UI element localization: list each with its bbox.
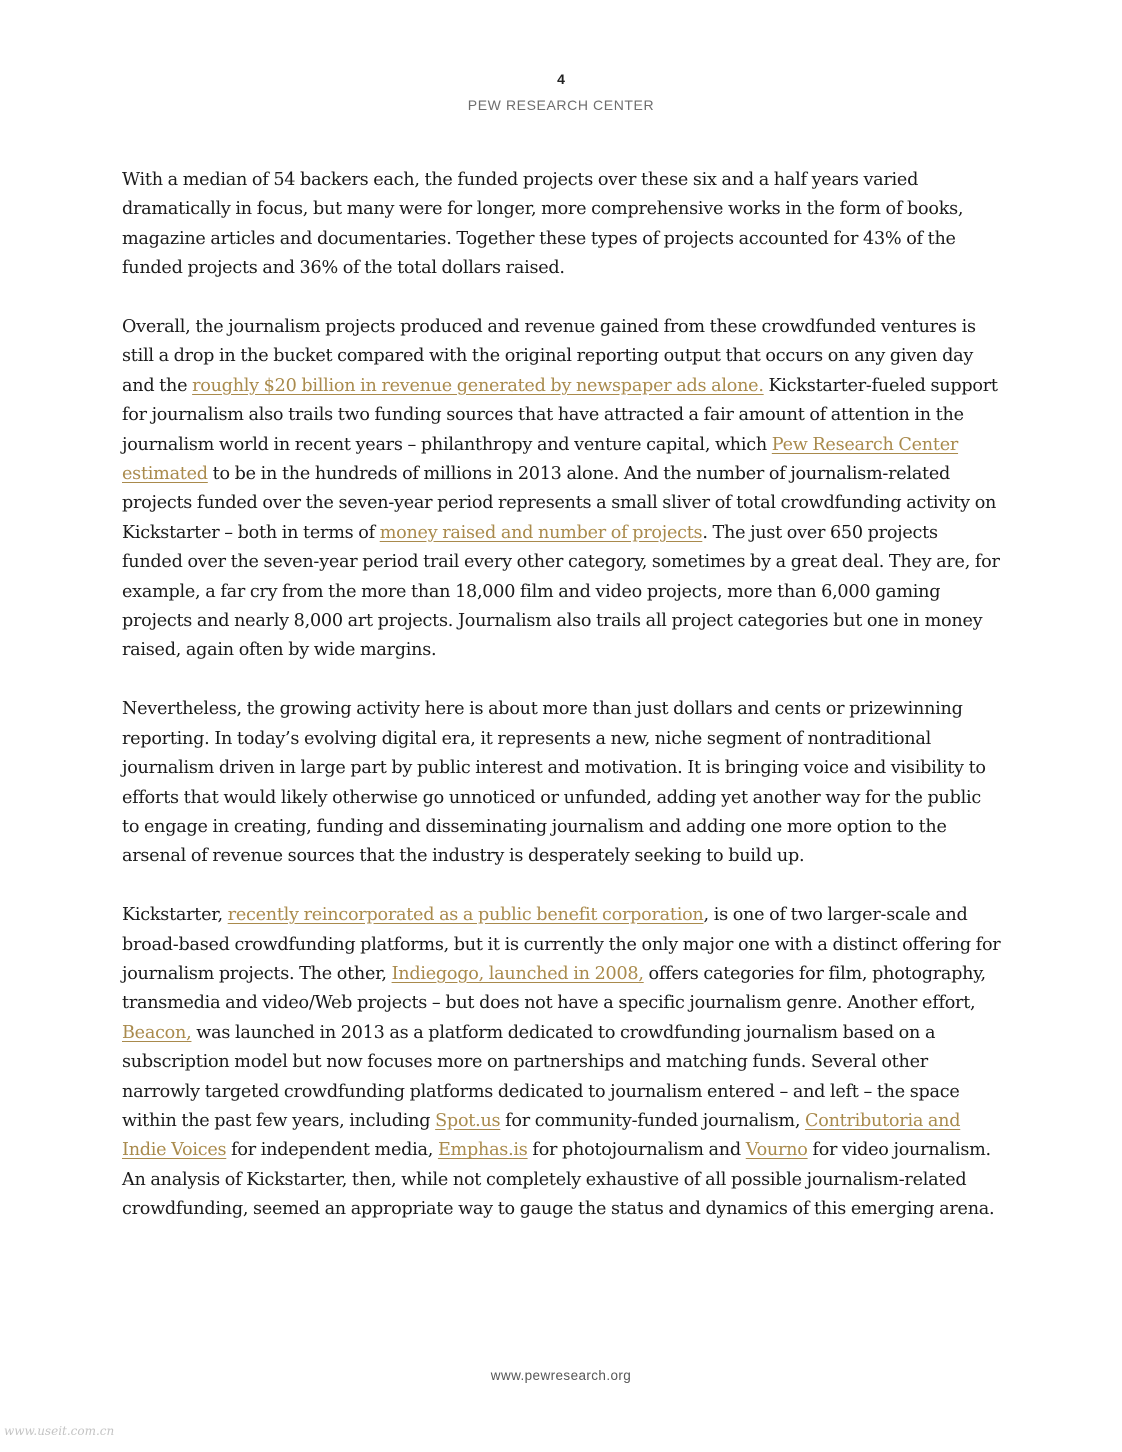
link-beacon[interactable]: Beacon,	[122, 1022, 192, 1043]
paragraph-4-text-8: for photojournalism and	[527, 1140, 746, 1161]
paragraph-3	[122, 695, 1002, 871]
link-contributoria[interactable]: Contributoria and	[805, 1110, 961, 1131]
paragraph-2-text-4: . The just over 650 projects funded over the seven-year period trail every other category, sometimes by a great deal. They are, for example, a far cry from the more than 18,000 film and video projects, more than 6,000 gaming projects and nearly 8,000 art projects. Journalism also trails all project categories but one in money raised, again often by wide margins.	[122, 522, 1000, 661]
paragraph-3-text: Nevertheless, the growing activity here is about more than just dollars and cents or prizewinning reporting. In today’s evolving digital era, it represents a new, niche segment of nontraditional journalism driven in large part by public interest and motivation. It is bringing voice and visibility to efforts that would likely otherwise go unnoticed or unfunded, adding yet another way for the public to engage in creating, funding and disseminating journalism and adding one more option to the arsenal of revenue sources that the industry is desperately seeking to build up.	[122, 699, 986, 867]
link-emphas-is[interactable]: Emphas.is	[437, 1140, 528, 1161]
paragraph-4-text-1: Kickstarter,	[122, 905, 228, 926]
paragraph-4-text-3: offers categories for film, photography, transmedia and video/Web projects – but does not have a specific journalism genre. Another effort,	[122, 963, 986, 1014]
paragraph-4-text-9: for video journalism. An analysis of Kickstarter, then, while not completely exhaustive of all possible journalism-related crowdfunding, seemed an appropriate way to gauge the status and dynamics of this emerging arena.	[122, 1140, 995, 1220]
page-number: 4	[557, 71, 565, 87]
link-money-raised-projects[interactable]: money raised and number of projects	[379, 522, 703, 543]
link-pew-research-estimated[interactable]: Pew Research Center estimated	[122, 434, 959, 485]
link-newspaper-ad-revenue[interactable]: roughly $20 billion in revenue generated by newspaper ads alone.	[192, 375, 764, 396]
paragraph-2-text-2: Kickstarter-fueled support for journalism also trails two funding sources that have attracted a fair amount of attention in the journalism world in recent years – philanthropy and venture capital, which	[122, 375, 998, 455]
paragraph-4-text-2: , is one of two larger-scale and broad-based crowdfunding platforms, but it is currently the only major one with a distinct offering for journalism projects. The other,	[122, 905, 1001, 984]
paragraph-2-text-3: to be in the hundreds of millions in 2013 alone. And the number of journalism-related projects funded over the seven-year period represents a small sliver of total crowdfunding activity on Kickstarter – both in terms of	[122, 464, 997, 543]
link-indiegogo[interactable]: Indiegogo, launched in 2008,	[391, 963, 644, 984]
paragraph-1-text: With a median of 54 backers each, the funded projects over these six and a half years varied dramatically in focus, but many were for longer, more comprehensive works in the form of books, magazine articles and documentaries. Together these types of projects accounted for 43% of the funded projects and 36% of the total dollars raised.	[122, 170, 964, 279]
organization-header: PEW RESEARCH CENTER	[467, 97, 655, 113]
paragraph-4-text-5: for community-funded journalism,	[500, 1110, 806, 1131]
watermark: www.useit.com.cn	[4, 1424, 115, 1438]
link-vourno[interactable]: Vourno	[745, 1140, 808, 1161]
link-indie-voices[interactable]: Indie Voices	[122, 1140, 227, 1161]
paragraph-4	[122, 901, 1002, 1224]
link-public-benefit-corporation[interactable]: recently reincorporated as a public benefit corporation	[227, 905, 704, 926]
paragraph-2	[122, 313, 1002, 666]
paragraph-2-text-1: Overall, the journalism projects produced and revenue gained from these crowdfunded ventures is still a drop in the bucket compared with the original reporting output that occurs on any given day and the	[122, 317, 976, 396]
footer-url[interactable]: www.pewresearch.org	[490, 1368, 632, 1383]
paragraph-1	[122, 166, 1002, 284]
paragraph-4-text-4: was launched in 2013 as a platform dedicated to crowdfunding journalism based on a subscription model but now focuses more on partnerships and matching funds. Several other narrowly targeted crowdfunding platforms dedicated to journalism entered – and left – the space within the past few years, including	[122, 1022, 960, 1131]
paragraph-4-text-7: for independent media,	[226, 1140, 438, 1161]
link-spot-us[interactable]: Spot.us	[435, 1110, 501, 1131]
article-body	[122, 166, 1002, 1254]
